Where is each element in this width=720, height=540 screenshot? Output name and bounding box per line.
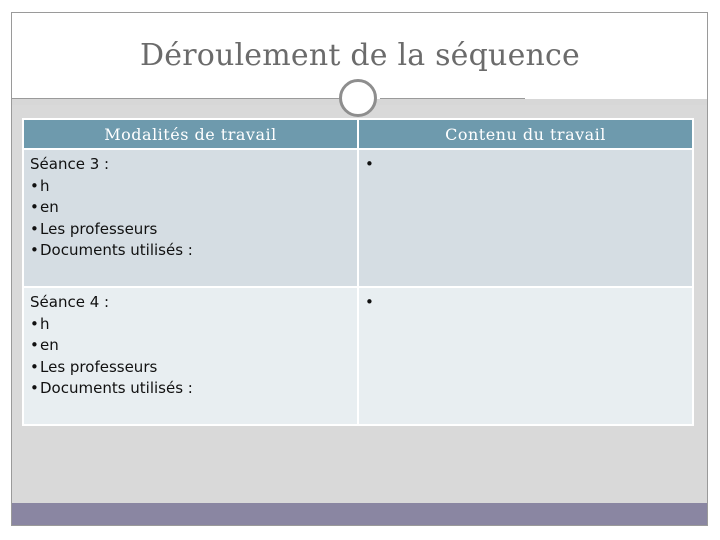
bullet-item: •h bbox=[30, 176, 50, 195]
table-row bbox=[23, 149, 693, 287]
bullet-item: •Les professeurs bbox=[30, 219, 158, 238]
bullet-item: •en bbox=[30, 336, 59, 354]
contenu-cell[interactable] bbox=[358, 149, 693, 287]
footer-bar bbox=[12, 503, 707, 525]
bullet-item: •Documents utilisés : bbox=[30, 379, 193, 397]
bullet-text: Documents utilisés : bbox=[40, 379, 193, 397]
session-label: Séance 4 : bbox=[30, 293, 110, 311]
content-bullet: • bbox=[365, 293, 374, 311]
table-header-row bbox=[23, 119, 693, 149]
table-row bbox=[23, 287, 693, 425]
modalites-cell[interactable] bbox=[23, 287, 358, 425]
content-bullet: • bbox=[365, 155, 374, 173]
sequence-table bbox=[22, 118, 694, 426]
slide-title: Déroulement de la séquence bbox=[139, 38, 580, 73]
bullet-text: en bbox=[40, 336, 59, 354]
header-contenu: Contenu du travail bbox=[358, 119, 693, 149]
circle-ornament-icon bbox=[339, 79, 377, 117]
bullet-text: en bbox=[40, 198, 59, 216]
contenu-cell[interactable] bbox=[358, 287, 693, 425]
title-divider-left bbox=[12, 98, 342, 99]
bullet-text: Les professeurs bbox=[40, 357, 158, 376]
bullet-item: •Documents utilisés : bbox=[30, 241, 193, 259]
bullet-item: •en bbox=[30, 198, 59, 216]
session-label: Séance 3 : bbox=[30, 155, 110, 173]
bullet-text: h bbox=[40, 314, 50, 333]
bullet-text: h bbox=[40, 176, 50, 195]
title-divider-right bbox=[380, 98, 525, 99]
modalites-cell[interactable] bbox=[23, 149, 358, 287]
bullet-item: •Les professeurs bbox=[30, 357, 158, 376]
bullet-text: Les professeurs bbox=[40, 219, 158, 238]
bullet-text: Documents utilisés : bbox=[40, 241, 193, 259]
header-modalites: Modalités de travail bbox=[23, 119, 358, 149]
bullet-item: •h bbox=[30, 314, 50, 333]
